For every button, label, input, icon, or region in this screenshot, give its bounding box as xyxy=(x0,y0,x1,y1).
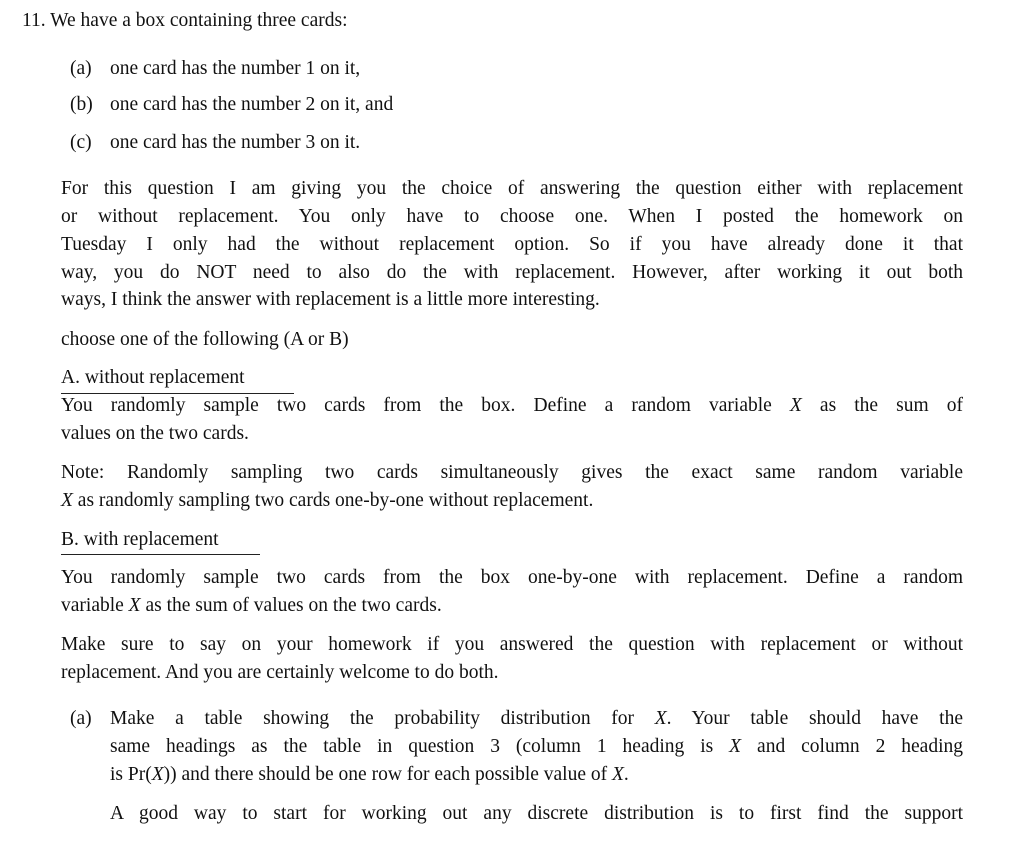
text-segment: one card has the number 3 on it. xyxy=(110,132,361,153)
section-b-text xyxy=(61,592,442,620)
text-segment: is Pr( xyxy=(110,764,152,785)
text-segment: (c) xyxy=(70,132,92,153)
text-segment: and column 2 heading xyxy=(741,736,964,757)
text-segment: . Your table should have the xyxy=(666,708,963,729)
text-segment: For this question I am giving you the choice of answering the question either with replacement xyxy=(61,178,963,199)
text-segment: as the sum of xyxy=(801,395,963,416)
section-a-text xyxy=(61,392,963,420)
math-variable: X xyxy=(729,736,742,757)
text-segment: same headings as the table in question 3 (column 1 heading is xyxy=(110,736,730,757)
note-text xyxy=(61,487,593,515)
section-a-heading xyxy=(61,364,245,392)
math-variable: X xyxy=(612,764,624,785)
question-title xyxy=(22,7,347,35)
text-segment: Make sure to say on your homework if you answered the question with replacement or without xyxy=(61,634,963,655)
section-a-text xyxy=(61,420,249,448)
item-a-text xyxy=(110,55,360,83)
text-segment: variable xyxy=(61,595,129,616)
item-b-text xyxy=(110,91,393,119)
text-segment: ways, I think the answer with replacement is a little more interesting. xyxy=(61,289,600,310)
intro-line xyxy=(61,286,600,314)
text-segment: Note: Randomly sampling two cards simultaneously gives the exact same random variable xyxy=(61,462,963,483)
text-segment: values on the two cards. xyxy=(61,423,249,444)
intro-line xyxy=(61,231,963,259)
text-segment: You randomly sample two cards from the box one-by-one with replacement. Define a random xyxy=(61,567,963,588)
text-segment: A good way to start for working out any discrete distribution is to first find the support xyxy=(110,803,963,824)
item-c-text xyxy=(110,129,360,157)
text-segment: 11. We have a box containing three cards: xyxy=(22,10,348,31)
item-label-a xyxy=(70,55,92,83)
text-segment: You randomly sample two cards from the box. Define a random variable xyxy=(61,395,790,416)
text-segment: or without replacement. You only have to choose one. When I posted the homework on xyxy=(61,206,963,227)
math-variable: X xyxy=(789,395,802,416)
text-segment: )) and there should be one row for each possible value of xyxy=(163,764,612,785)
intro-line xyxy=(61,203,963,231)
text-segment: A. without replacement xyxy=(61,367,245,388)
math-variable: X xyxy=(128,595,141,616)
text-segment: as the sum of values on the two cards. xyxy=(140,595,442,616)
section-b-underline xyxy=(61,554,260,555)
section-b-heading xyxy=(61,526,219,554)
intro-line xyxy=(61,259,963,287)
note-text xyxy=(61,459,963,487)
part-label-a xyxy=(70,705,92,733)
text-segment: (a) xyxy=(70,708,92,729)
math-variable: X xyxy=(61,490,73,511)
text-segment: one card has the number 2 on it, and xyxy=(110,94,394,115)
part-a-text xyxy=(110,761,629,789)
hint-text xyxy=(110,800,963,828)
text-segment: B. with replacement xyxy=(61,529,219,550)
text-segment: (a) xyxy=(70,58,92,79)
choose-instruction xyxy=(61,326,349,354)
text-segment: one card has the number 1 on it, xyxy=(110,58,361,79)
part-a-text xyxy=(110,705,963,733)
text-segment: way, you do NOT need to also do the with replacement. However, after working it out both xyxy=(61,262,963,283)
item-label-b xyxy=(70,91,93,119)
item-label-c xyxy=(70,129,92,157)
intro-line xyxy=(61,175,963,203)
reminder-text xyxy=(61,631,963,659)
text-segment: replacement. And you are certainly welcome to do both. xyxy=(61,662,499,683)
text-segment: as randomly sampling two cards one-by-one without replacement. xyxy=(72,490,594,511)
reminder-text xyxy=(61,659,499,687)
part-a-text xyxy=(110,733,963,761)
text-segment: Make a table showing the probability distribution for xyxy=(110,708,655,729)
section-b-text xyxy=(61,564,963,592)
text-segment: choose one of the following (A or B) xyxy=(61,329,349,350)
math-variable: X xyxy=(654,708,667,729)
text-segment: . xyxy=(623,764,629,785)
math-variable: X xyxy=(151,764,164,785)
text-segment: (b) xyxy=(70,94,93,115)
section-a-underline xyxy=(61,393,294,394)
text-segment: Tuesday I only had the without replacement option. So if you have already done it that xyxy=(61,234,963,255)
